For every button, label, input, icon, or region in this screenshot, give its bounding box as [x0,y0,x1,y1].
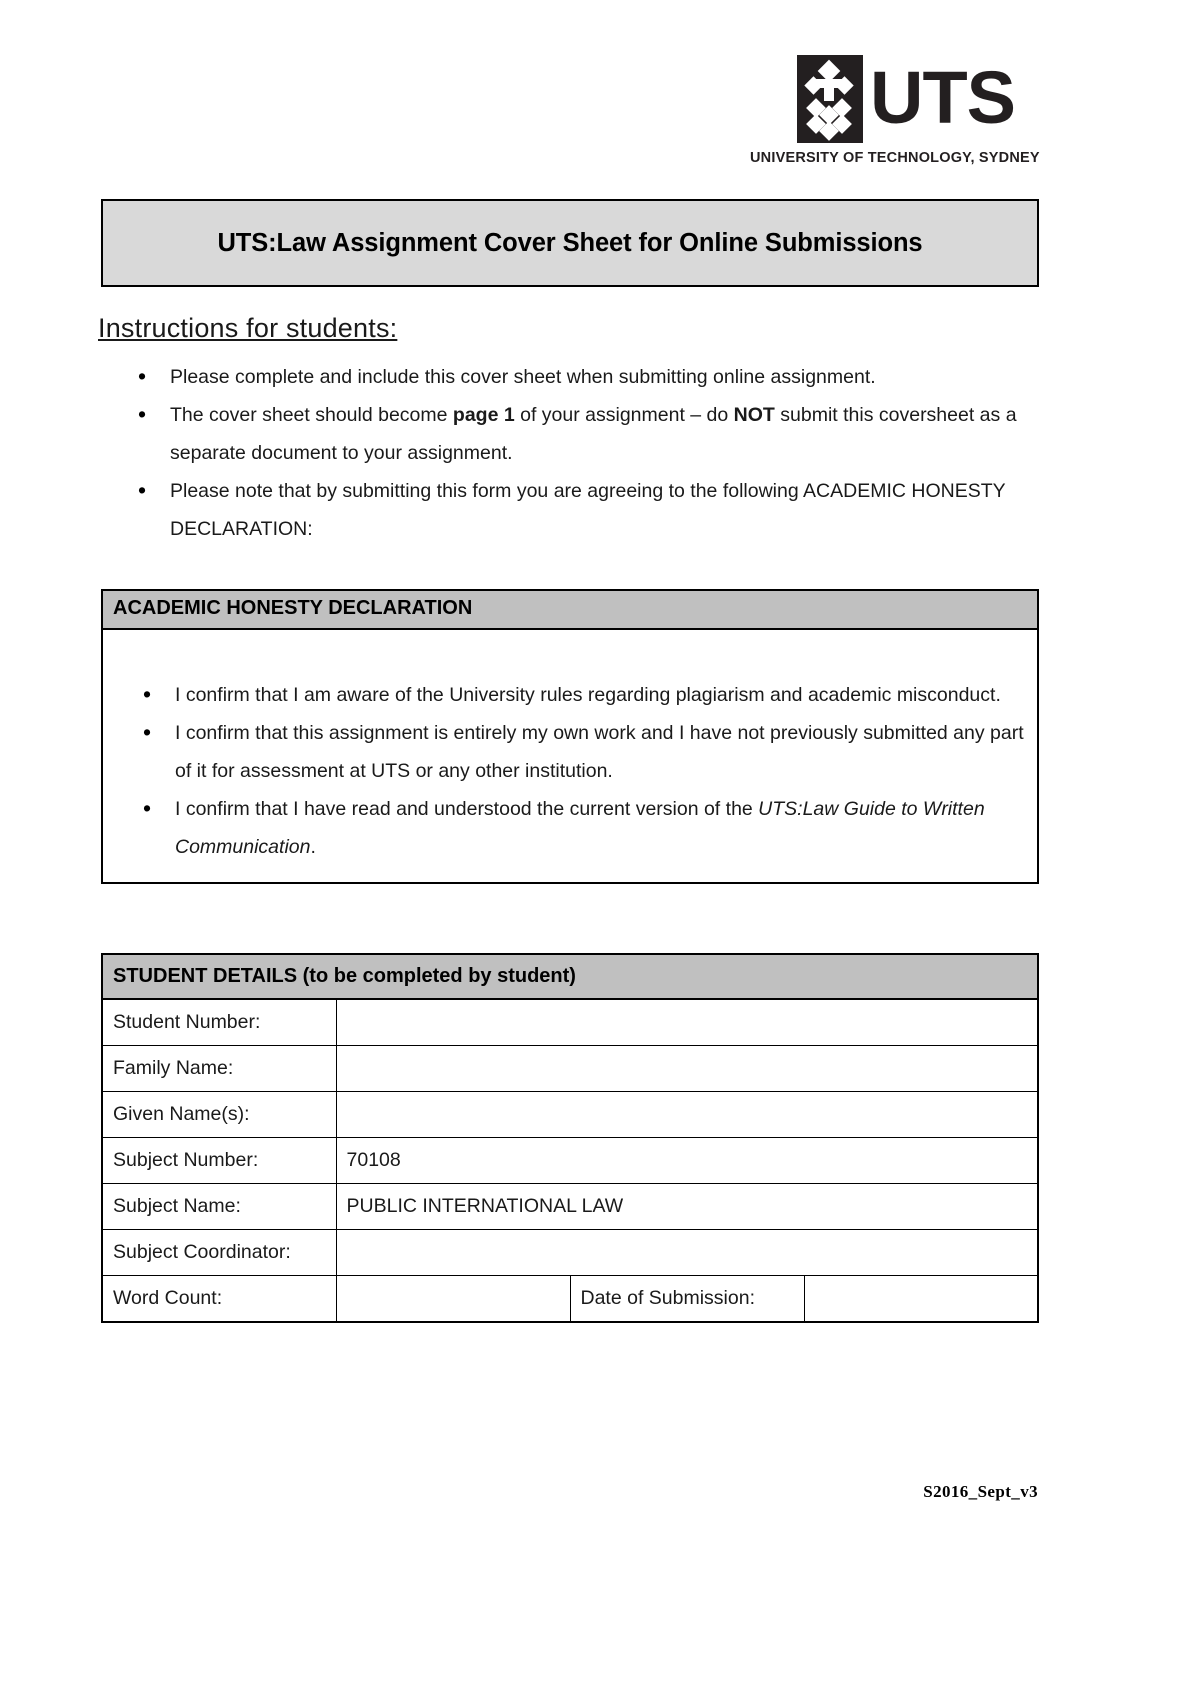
instructions-list [98,358,1043,548]
field-label: Subject Coordinator: [102,1230,336,1276]
logo-tagline: UNIVERSITY OF TECHNOLOGY, SYDNEY [750,150,1040,166]
student-details-header: STUDENT DETAILS (to be completed by student) [102,954,1038,999]
instructions-section [98,313,1043,548]
declaration-text: I confirm that I have read and understood the current version of the [175,798,759,820]
field-value[interactable] [336,1230,1038,1276]
instruction-item [138,358,1043,396]
declaration-text: . [310,836,316,858]
instruction-text: Please note that by submitting this form you are agreeing to the following ACADEMIC HONESTY DECLARATION: [170,480,1006,540]
declaration-item [143,676,1025,714]
logo-row [750,55,1015,143]
table-row [102,1184,1038,1230]
word-count-value[interactable] [336,1276,570,1323]
field-label: Family Name: [102,1046,336,1092]
student-details-table [101,953,1039,1323]
declaration-text: UTS:Law Guide to Written Communication [175,798,985,858]
academic-honesty-declaration-box [101,589,1039,884]
field-value[interactable]: PUBLIC INTERNATIONAL LAW [336,1184,1038,1230]
logo-wordmark: UTS [870,56,1015,140]
field-value[interactable]: 70108 [336,1138,1038,1184]
table-row [102,1138,1038,1184]
table-row [102,999,1038,1046]
instruction-text: Please complete and include this cover sheet when submitting online assignment. [170,366,876,388]
declaration-text: I confirm that this assignment is entirely my own work and I have not previously submitted any part of it for assessment at UTS or any other institution. [175,722,1024,782]
uts-logo [750,55,1040,166]
field-value[interactable] [336,1092,1038,1138]
table-header-row [102,954,1038,999]
field-label: Given Name(s): [102,1092,336,1138]
instruction-item [138,472,1043,548]
word-count-label: Word Count: [102,1276,336,1323]
instructions-heading: Instructions for students: [98,313,398,343]
field-value[interactable] [336,1046,1038,1092]
date-of-submission-value[interactable] [804,1276,1038,1323]
instruction-item [138,396,1043,472]
document-title-bar [101,199,1039,287]
instruction-text: page 1 [452,404,515,426]
declaration-item [143,714,1025,790]
table-row [102,1046,1038,1092]
table-row [102,1092,1038,1138]
declaration-item [143,790,1025,866]
table-row [102,1276,1038,1323]
field-value[interactable] [336,999,1038,1046]
field-label: Student Number: [102,999,336,1046]
instruction-text: of your assignment – do [514,404,734,426]
footer-version-label: S2016_Sept_v3 [923,1482,1038,1501]
table-row [102,1230,1038,1276]
instruction-text: The cover sheet should become [170,404,453,426]
academic-honesty-list [115,676,1025,866]
date-of-submission-label: Date of Submission: [570,1276,804,1323]
page-title: UTS:Law Assignment Cover Sheet for Online Submissions [217,228,923,257]
uts-knot-logo-mark-icon [797,55,863,143]
instruction-text: submit this coversheet as a separate document to your assignment. [170,404,1017,464]
academic-honesty-body [103,630,1037,882]
declaration-text: I confirm that I am aware of the University rules regarding plagiarism and academic misconduct. [175,684,1001,706]
field-label: Subject Name: [102,1184,336,1230]
academic-honesty-header: ACADEMIC HONESTY DECLARATION [103,591,1037,630]
instruction-text: NOT [733,404,775,426]
field-label: Subject Number: [102,1138,336,1184]
